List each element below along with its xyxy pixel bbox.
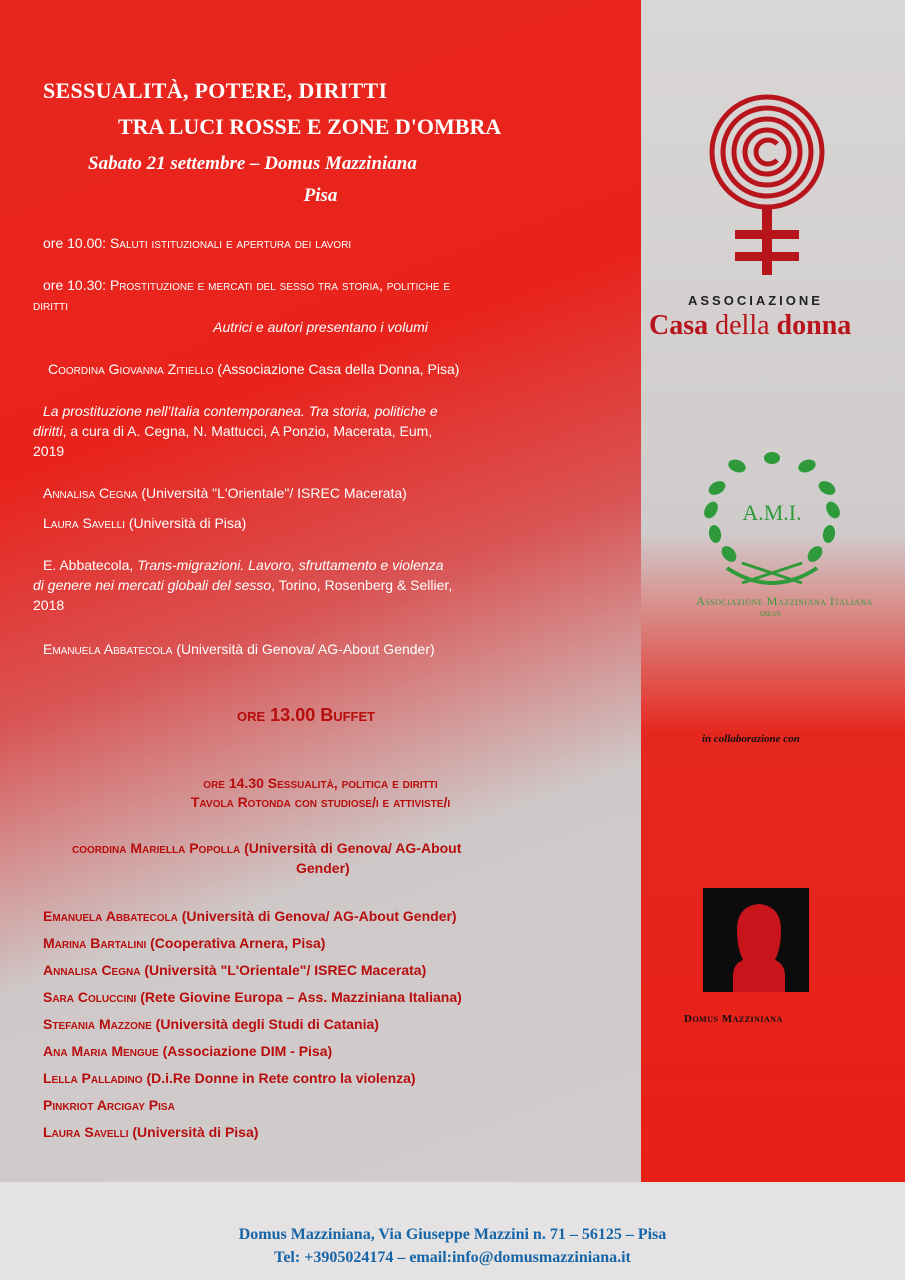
panel-member-name: Emanuela Abbatecola — [43, 908, 178, 924]
panel-member — [43, 1042, 332, 1060]
book-1-line-1: La prostituzione nell'Italia contemporanea. Tra storia, politiche e — [43, 403, 438, 419]
panel-member — [43, 934, 325, 952]
panel-member-name: Sara Coluccini — [43, 989, 137, 1005]
buffet-line: ore 13.00 Buffet — [237, 705, 376, 725]
panel-member-name: Ana Maria Mengue — [43, 1043, 159, 1059]
panel-member-name: Laura Savelli — [43, 1124, 129, 1140]
panel-member-affiliation: (Università degli Studi di Catania) — [155, 1016, 379, 1032]
date-line: Sabato 21 settembre – Domus Mazziniana — [88, 153, 417, 174]
speaker-3: Emanuela Abbatecola (Università di Genova/ AG-About Gender) — [43, 641, 435, 657]
ami-logo — [697, 448, 847, 598]
program-item-2-cont: diritti — [33, 297, 68, 313]
panel-member-affiliation: (Università "L'Orientale"/ ISREC Macerata) — [144, 962, 427, 978]
program-item-2: ore 10.30: Prostituzione e mercati del sesso tra storia, politiche e — [43, 277, 451, 293]
title-line-1: SESSUALITÀ, POTERE, DIRITTI — [43, 78, 388, 103]
panel-member-name: Marina Bartalini — [43, 935, 147, 951]
panel-member — [43, 1015, 379, 1033]
panel-member-affiliation: (Università di Pisa) — [132, 1124, 259, 1140]
book-1-line-2: diritti, a cura di A. Cegna, N. Mattucci, A Ponzio, Macerata, Eum, — [33, 423, 433, 439]
program-subtitle: Autrici e autori presentano i volumi — [213, 319, 428, 335]
footer-contact: Tel: +3905024174 – email:info@domusmazziniana.it — [274, 1249, 631, 1266]
ami-name: Associazione Mazziniana Italiana — [696, 594, 873, 608]
speaker-2: Laura Savelli (Università di Pisa) — [43, 515, 247, 531]
speaker-1: Annalisa Cegna (Università "L'Orientale"/ ISREC Macerata) — [43, 485, 407, 501]
panel-member — [43, 1069, 416, 1087]
panel-member — [43, 907, 457, 925]
panel-member — [43, 988, 462, 1006]
ami-sub: ONLUS — [760, 612, 781, 618]
book-1-line-3: 2019 — [33, 443, 65, 459]
casa-della-donna-wordmark: Casa della donna — [649, 310, 852, 341]
panel-member-name: Pinkriot Arcigay Pisa — [43, 1097, 175, 1113]
collaboration-label: in collaborazione con — [702, 733, 800, 745]
panel-member-affiliation: (Rete Giovine Europa – Ass. Mazziniana Italiana) — [140, 989, 462, 1005]
coordinator-2-cont: Gender) — [296, 860, 350, 876]
coordinator-1: Coordina Giovanna Zitiello (Associazione Casa della Donna, Pisa) — [48, 361, 460, 377]
panel-member-affiliation: (Università di Genova/ AG-About Gender) — [181, 908, 457, 924]
footer-address: Domus Mazziniana, Via Giuseppe Mazzini n. 71 – 56125 – Pisa — [238, 1226, 667, 1243]
panel-member — [43, 961, 426, 979]
title-line-2: TRA LUCI ROSSE E ZONE D'OMBRA — [118, 114, 502, 139]
coordinator-2: coordina Mariella Popolla (Università di Genova/ AG-About — [72, 840, 462, 856]
panel-member-affiliation: (Cooperativa Arnera, Pisa) — [150, 935, 326, 951]
panel-member-affiliation: (Associazione DIM - Pisa) — [162, 1043, 333, 1059]
book-2-line-1: E. Abbatecola, Trans-migrazioni. Lavoro, sfruttamento e violenza — [43, 557, 444, 573]
book-2-line-2: di genere nei mercati globali del sesso, Torino, Rosenberg & Sellier, — [33, 577, 453, 593]
domus-mazziniana-logo — [703, 888, 809, 992]
association-label: ASSOCIAZIONE — [688, 293, 823, 308]
panel-member-name: Annalisa Cegna — [43, 962, 141, 978]
program-item-1: ore 10.00: Saluti istituzionali e apertura dei lavori — [43, 235, 352, 251]
panel-member-name: Lella Palladino — [43, 1070, 143, 1086]
ami-initials: A.M.I. — [742, 500, 802, 525]
panel-member-affiliation: (D.i.Re Donne in Rete contro la violenza) — [146, 1070, 416, 1086]
casa-della-donna-logo — [707, 92, 827, 292]
afternoon-line-1: ore 14.30 Sessualità, politica e diritti — [203, 775, 438, 791]
book-2-line-3: 2018 — [33, 597, 65, 613]
panel-member-name: Stefania Mazzone — [43, 1016, 152, 1032]
afternoon-line-2: Tavola Rotonda con studiose/i e attiviste/i — [190, 794, 451, 810]
panel-member — [43, 1096, 175, 1114]
panel-member — [43, 1123, 258, 1141]
city-line: Pisa — [303, 185, 338, 206]
domus-mazziniana-label: Domus Mazziniana — [684, 1013, 783, 1025]
